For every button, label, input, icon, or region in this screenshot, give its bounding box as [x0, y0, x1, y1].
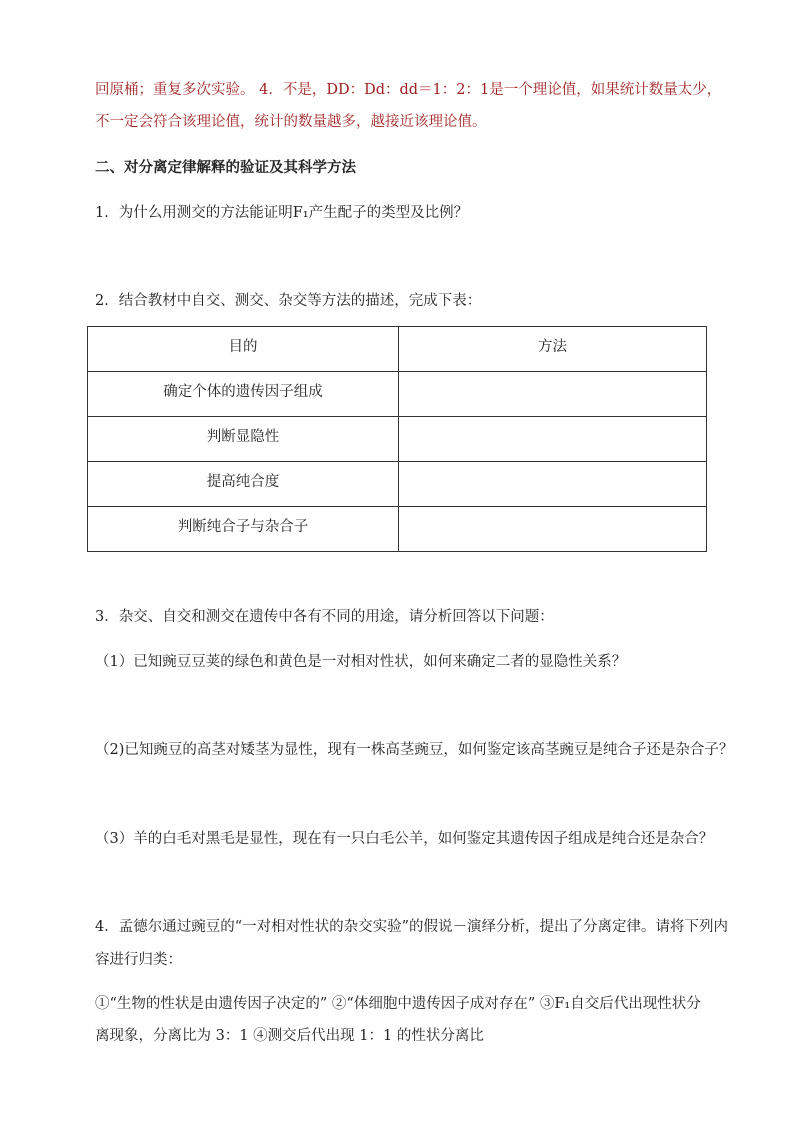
table-cell-purpose: 判断纯合子与杂合子 [88, 507, 399, 552]
answer-line-1: 回原桶；重复多次实验。 4．不是，DD：Dd：dd＝1：2：1是一个理论值，如果统计数量太少， [95, 82, 722, 98]
table-cell-purpose: 判断显隐性 [88, 417, 399, 462]
table-cell-method[interactable] [399, 462, 707, 507]
question-3-3: （3）羊的白毛对黑毛是显性，现在有一只白毛公羊，如何鉴定其遗传因子组成是纯合还是杂合？ [95, 831, 714, 847]
table-header-row [88, 327, 707, 372]
table-header-method: 方法 [399, 327, 707, 372]
table-row [88, 462, 707, 507]
answer-line-2: 不一定会符合该理论值，统计的数量越多，越接近该理论值。 [95, 114, 487, 130]
question-4-line-4: 离现象，分离比为 3：1 ④测交后代出现 1：1 的性状分离比 [95, 1028, 484, 1044]
table-row [88, 372, 707, 417]
methods-table [87, 326, 707, 552]
section-heading: 二、对分离定律解释的验证及其科学方法 [95, 159, 356, 176]
question-4-line-1: 4．孟德尔通过豌豆的“一对相对性状的杂交实验”的假说－演绎分析，提出了分离定律。请将下列内 [95, 919, 729, 935]
table-cell-purpose: 确定个体的遗传因子组成 [88, 372, 399, 417]
question-2: 2．结合教材中自交、测交、杂交等方法的描述，完成下表： [95, 293, 482, 309]
table-row [88, 507, 707, 552]
question-3-1: （1）已知豌豆豆荚的绿色和黄色是一对相对性状，如何来确定二者的显隐性关系？ [95, 654, 627, 670]
table-cell-method[interactable] [399, 507, 707, 552]
table-cell-method[interactable] [399, 372, 707, 417]
question-3-2: （2)已知豌豆的高茎对矮茎为显性，现有一株高茎豌豆，如何鉴定该高茎豌豆是纯合子还是杂合子？ [95, 742, 734, 758]
question-4-line-3: ①“生物的性状是由遗传因子决定的” ②“体细胞中遗传因子成对存在” ③F₁自交后代出现性状分 [95, 996, 701, 1012]
table-row [88, 417, 707, 462]
table-cell-purpose: 提高纯合度 [88, 462, 399, 507]
question-4-line-2: 容进行归类： [95, 952, 182, 968]
table-cell-method[interactable] [399, 417, 707, 462]
table-header-purpose: 目的 [88, 327, 399, 372]
question-1: 1．为什么用测交的方法能证明F₁产生配子的类型及比例？ [95, 205, 469, 221]
question-3: 3．杂交、自交和测交在遗传中各有不同的用途，请分析回答以下问题： [95, 609, 554, 625]
